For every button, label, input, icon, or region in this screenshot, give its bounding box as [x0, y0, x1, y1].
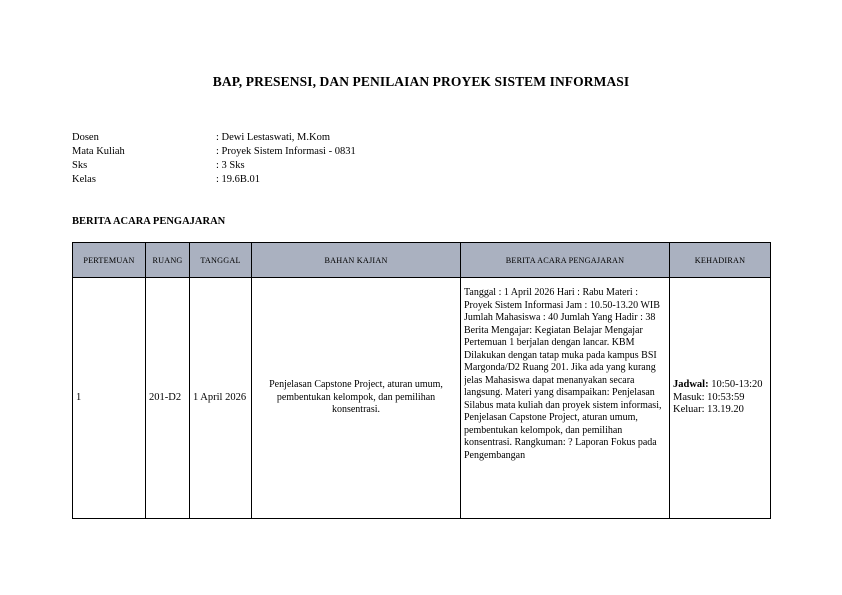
info-value: : 3 Sks	[216, 160, 245, 171]
table-row	[73, 278, 771, 519]
document-title: BAP, PRESENSI, DAN PENILAIAN PROYEK SISTEM INFORMASI	[212, 74, 630, 89]
keluar-line: Keluar: 13.19.20	[673, 404, 744, 416]
cell-berita-acara	[461, 278, 670, 519]
header-bahan-kajian: BAHAN KAJIAN	[252, 243, 461, 278]
info-row-dosen	[72, 131, 356, 145]
info-value: : Proyek Sistem Informasi - 0831	[216, 146, 356, 157]
jadwal-value: 10:50-13:20	[711, 379, 763, 391]
info-label: Kelas	[72, 174, 96, 185]
header-ruang: RUANG	[146, 243, 190, 278]
section-title: BERITA ACARA PENGAJARAN	[72, 216, 226, 227]
header-kehadiran: KEHADIRAN	[670, 243, 771, 278]
course-info	[72, 131, 356, 187]
cell-kehadiran	[670, 278, 771, 519]
cell-ruang: 201-D2	[146, 278, 190, 519]
berita-acara-text: Tanggal : 1 April 2026 Hari : Rabu Materi : Proyek Sistem Informasi Jam : 10.50-13.20 WIB Jumlah Mahasiswa : 40 Jumlah Yang Hadir : 38 Berita Mengajar: Kegiatan Belajar Mengajar Pertemuan 1 berjalan dengan lancar. KBM Dilakukan dengan tatap muka pada kampus BSI Margonda/D2 Ruang 201. Jika ada yang kurang jelas Mahasiswa dapat menanyakan secara langsung. Materi yang disampaikan: Penjelasan Silabus mata kuliah dan proyek sistem informasi, Penjelasan Capstone Project, aturan umum, pembentukan kelompok, dan pemilihan konsentrasi. Rangkuman: ? Laporan Fokus pada Pengembangan	[464, 287, 662, 461]
cell-tanggal: 1 April 2026	[190, 278, 252, 519]
table-header-row	[73, 243, 771, 278]
info-row-sks	[72, 159, 356, 173]
header-tanggal: TANGGAL	[190, 243, 252, 278]
teaching-report-table	[72, 242, 771, 519]
info-row-kelas	[72, 173, 356, 187]
header-berita-acara: BERITA ACARA PENGAJARAN	[461, 243, 670, 278]
info-row-mata-kuliah	[72, 145, 356, 159]
info-label: Sks	[72, 160, 88, 171]
header-pertemuan: PERTEMUAN	[73, 243, 146, 278]
info-value: : 19.6B.01	[216, 174, 261, 185]
jadwal-label: Jadwal:	[673, 379, 709, 391]
info-value: : Dewi Lestaswati, M.Kom	[216, 132, 331, 143]
masuk-line: Masuk: 10:53:59	[673, 391, 745, 403]
info-label: Dosen	[72, 132, 99, 143]
info-label: Mata Kuliah	[72, 146, 125, 157]
jadwal-line	[673, 379, 767, 392]
cell-bahan-kajian: Penjelasan Capstone Project, aturan umum, pembentukan kelompok, dan pemilihan konsentrasi.	[252, 278, 461, 519]
cell-pertemuan: 1	[73, 278, 146, 519]
